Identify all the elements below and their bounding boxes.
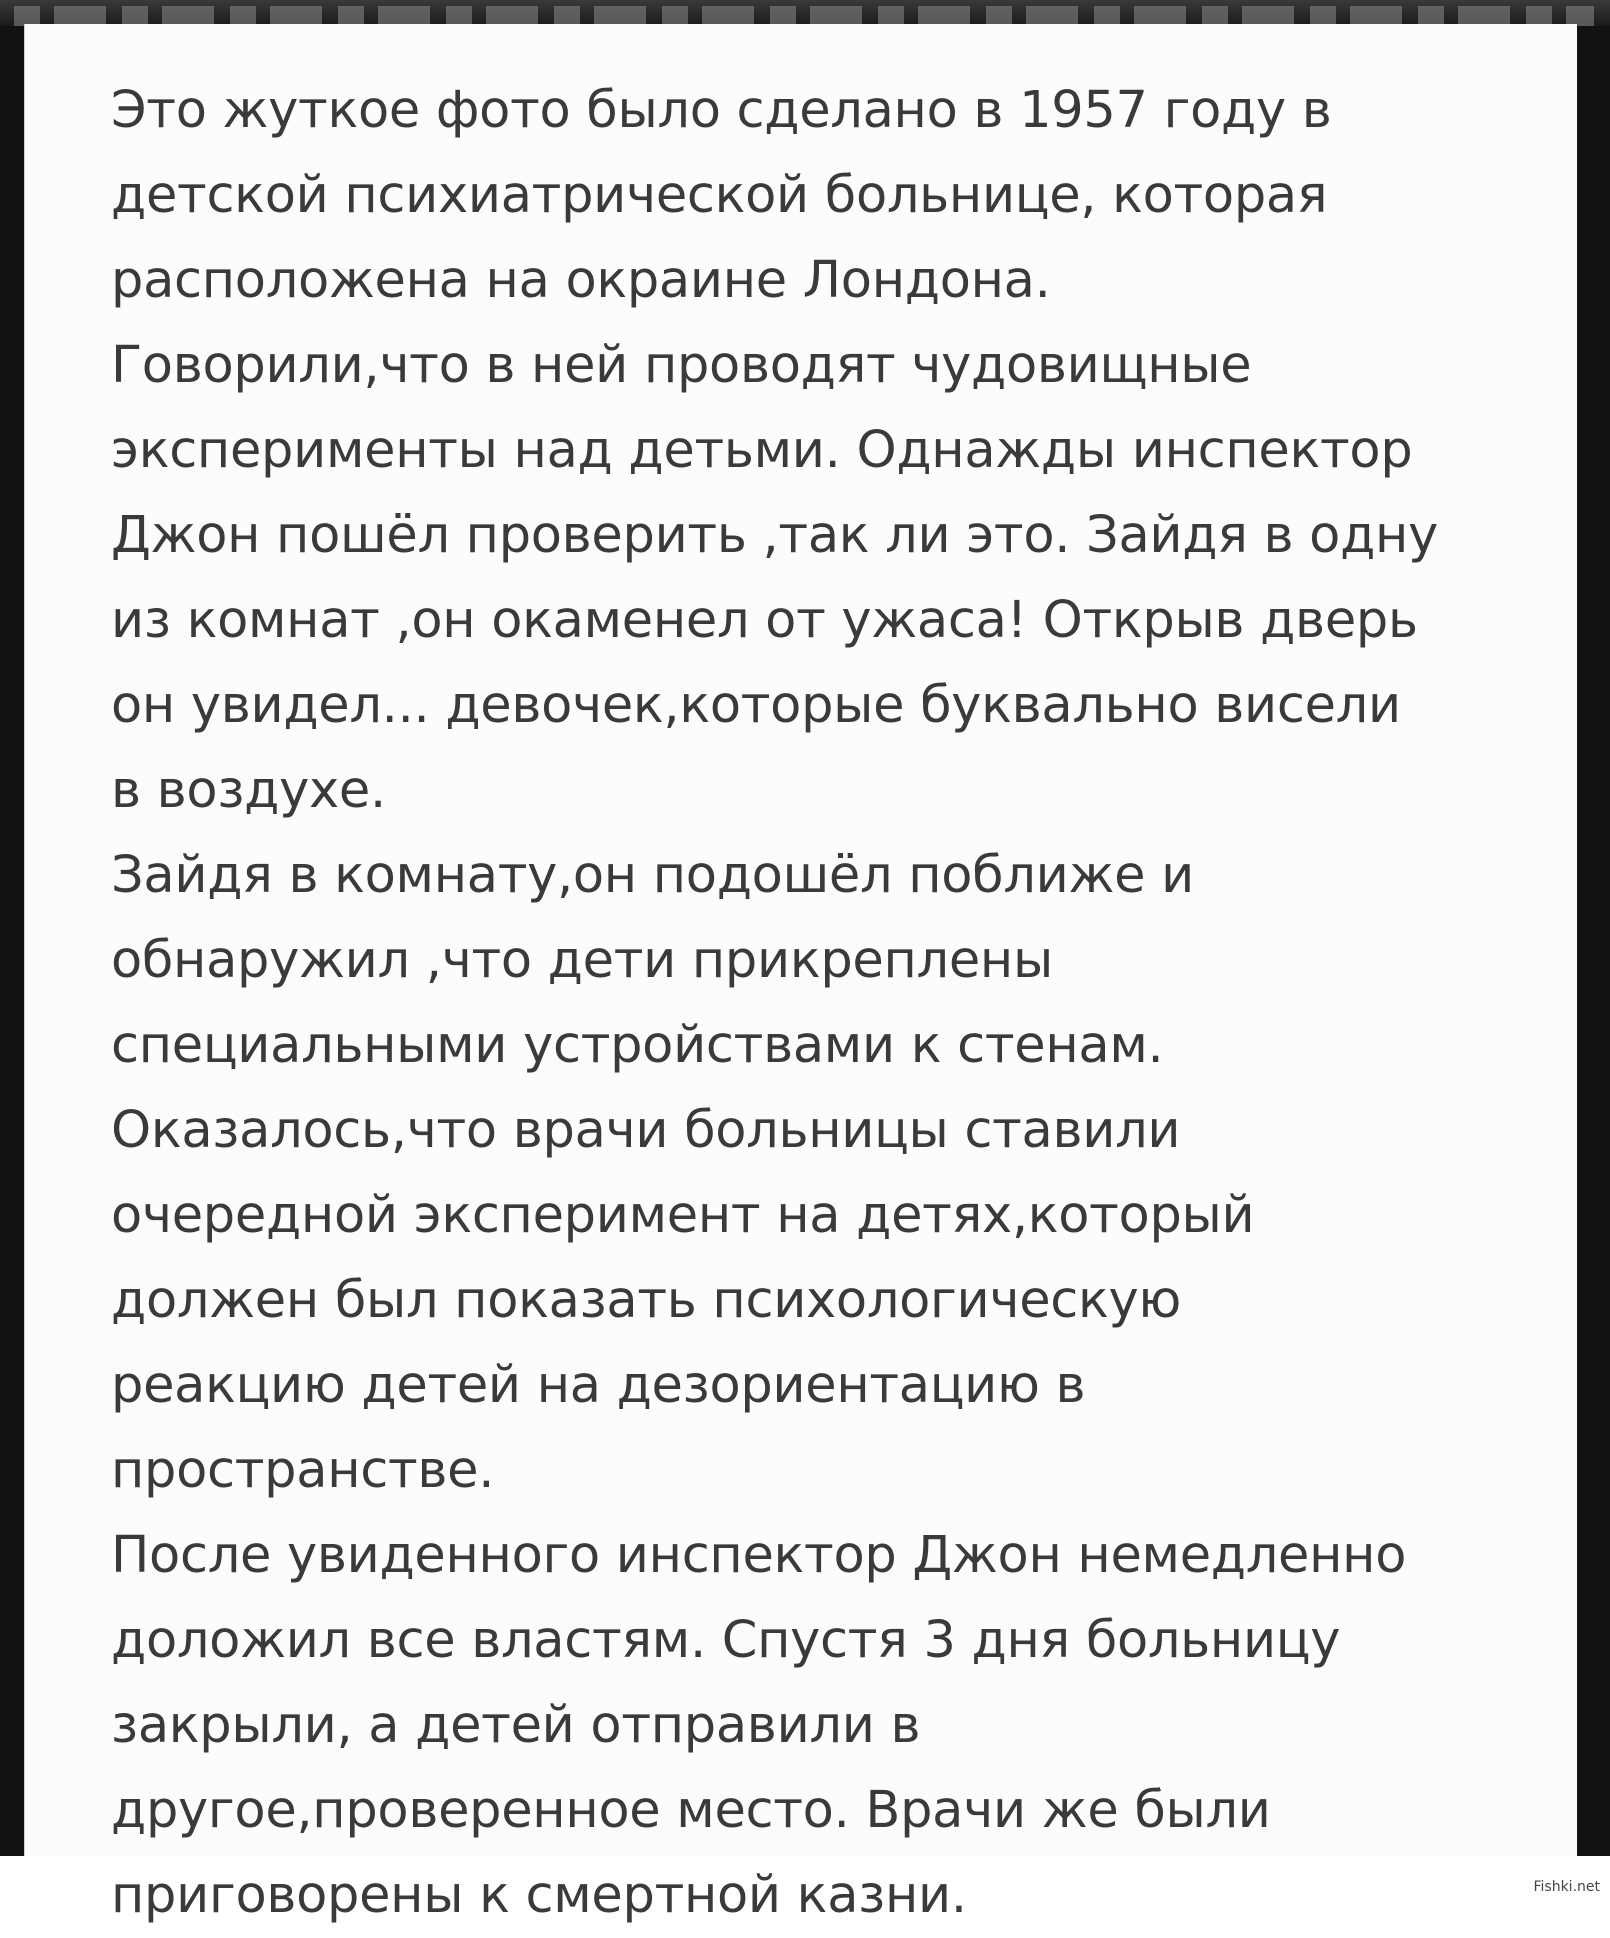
text-line: обнаружил ,что дети прикреплены	[111, 931, 1053, 990]
text-line: реакцию детей на дезориентацию в	[111, 1356, 1086, 1415]
text-line: Зайдя в комнату,он подошёл поближе и	[111, 846, 1194, 905]
text-line: пространстве.	[111, 1441, 495, 1500]
text-line: он увидел... девочек,которые буквально висели	[111, 676, 1401, 735]
text-line: очередной эксперимент на детях,который	[111, 1186, 1255, 1245]
text-line: эксперименты над детьми. Однажды инспектор	[111, 421, 1413, 480]
text-line: из комнат ,он окаменел от ужаса! Открыв дверь	[111, 591, 1418, 650]
text-line: Говорили,что в ней проводят чудовищные	[111, 336, 1252, 395]
text-line: Джон пошёл проверить ,так ли это. Зайдя в одну	[111, 506, 1438, 565]
text-line: должен был показать психологическую	[111, 1271, 1182, 1330]
text-line: закрыли, а детей отправили в	[111, 1696, 921, 1755]
site-watermark: Fishki.net	[1533, 1879, 1600, 1895]
text-line: Оказалось,что врачи больницы ставили	[111, 1101, 1181, 1160]
cropped-text-strip	[0, 0, 1610, 26]
text-line: приговорены к смертной казни.	[111, 1866, 967, 1925]
cropped-text-remnant	[14, 6, 1594, 26]
text-line: расположена на окраине Лондона.	[111, 251, 1051, 310]
post-text	[111, 68, 1551, 1938]
text-line: После увиденного инспектор Джон немедленно	[111, 1526, 1407, 1585]
text-line: доложил все властям. Спустя 3 дня больницу	[111, 1611, 1341, 1670]
text-line: в воздухе.	[111, 761, 386, 820]
text-line: Это жуткое фото было сделано в 1957 году в	[111, 81, 1332, 140]
text-line: специальными устройствами к стенам.	[111, 1016, 1164, 1075]
text-line: детской психиатрической больнице, которая	[111, 166, 1328, 225]
text-line: другое,проверенное место. Врачи же были	[111, 1781, 1271, 1840]
